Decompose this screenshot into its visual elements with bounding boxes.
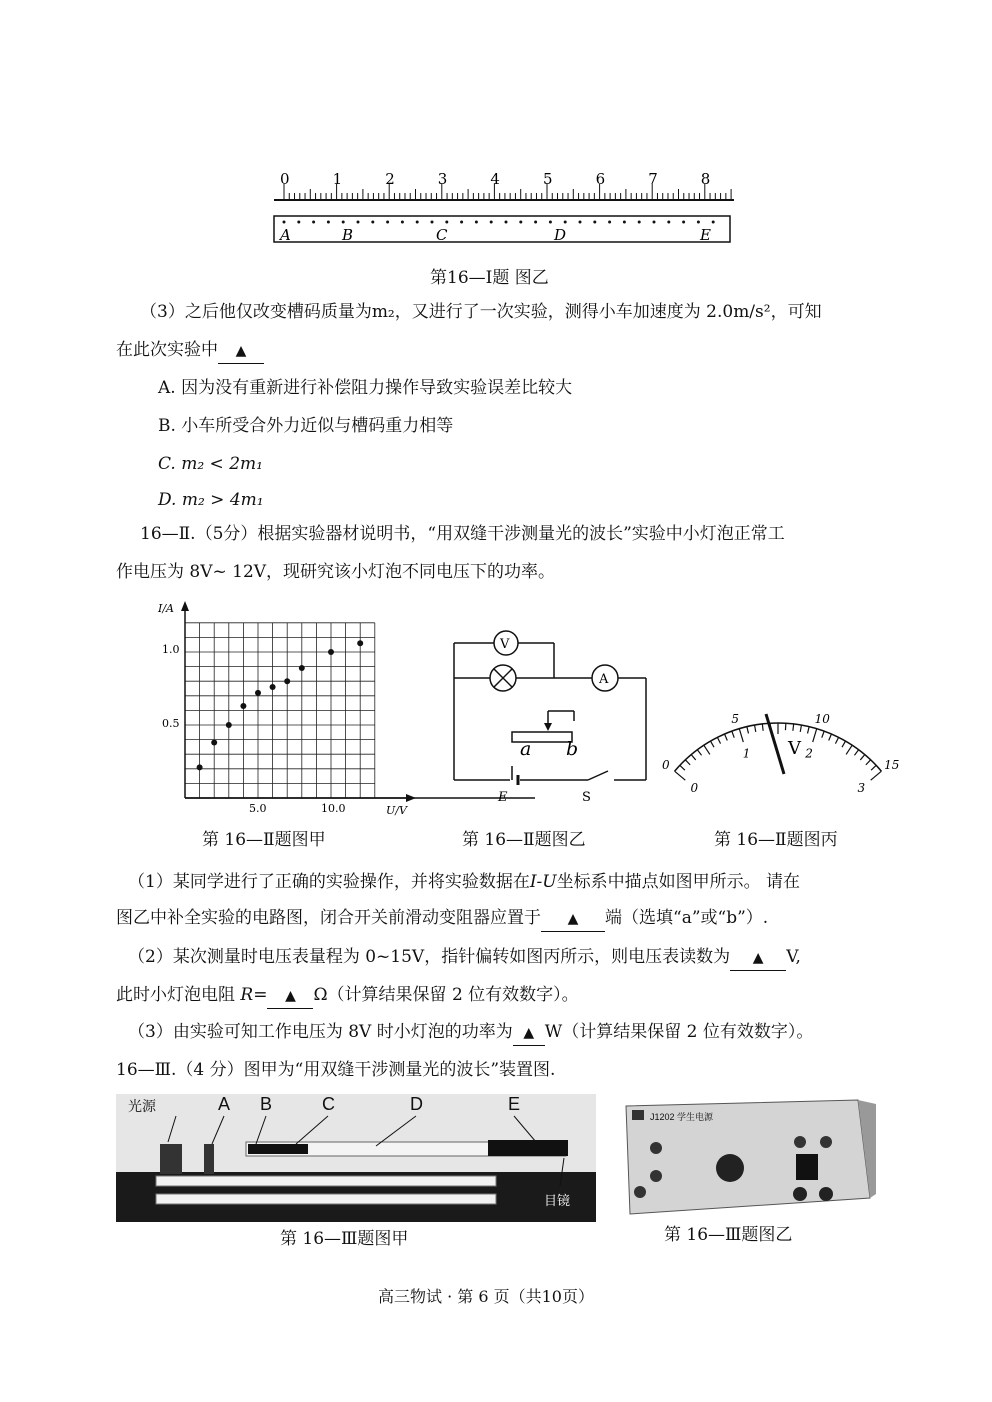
data-points bbox=[197, 640, 364, 770]
rheostat-end-b: b bbox=[566, 738, 579, 760]
q3-option-d: D. m₂ > 4m₁ bbox=[158, 490, 264, 510]
ruler-caption: 第16—Ⅰ题 图乙 bbox=[430, 268, 549, 288]
tape-dot bbox=[564, 221, 567, 224]
tape-dot bbox=[401, 221, 404, 224]
q2-3-line bbox=[128, 1020, 813, 1046]
tape-dot bbox=[342, 221, 345, 224]
switch-label: S bbox=[582, 790, 591, 805]
tape-dot bbox=[386, 221, 389, 224]
tape-dot bbox=[682, 221, 685, 224]
data-point bbox=[270, 684, 276, 690]
data-point bbox=[299, 665, 305, 671]
label-d: D bbox=[410, 1094, 423, 1114]
tape-dot bbox=[357, 221, 360, 224]
q2-2-voltage-blank[interactable]: ▲ bbox=[730, 946, 786, 971]
x-axis-arrow bbox=[406, 794, 416, 802]
data-point bbox=[255, 690, 261, 696]
tape-dot bbox=[638, 221, 641, 224]
q3-option-c: C. m₂ < 2m₁ bbox=[158, 454, 263, 474]
tape-dot bbox=[445, 221, 448, 224]
tape-dot bbox=[549, 221, 552, 224]
x-tick-5: 5.0 bbox=[249, 802, 267, 815]
tape-dot bbox=[297, 221, 300, 224]
voltmeter-symbol: V bbox=[500, 637, 510, 652]
tape-dot bbox=[697, 221, 700, 224]
q2-1-text-a: （1）某同学进行了正确的实验操作，并将实验数据在 bbox=[128, 872, 530, 892]
data-point bbox=[240, 703, 246, 709]
filter-holder bbox=[248, 1144, 308, 1154]
tape-point-C: C bbox=[436, 226, 448, 244]
tape-dot bbox=[283, 221, 286, 224]
vernier-ruler-figure bbox=[268, 172, 738, 252]
tape-point-A: A bbox=[280, 226, 291, 244]
tape-dot bbox=[371, 221, 374, 224]
tape-dot bbox=[519, 221, 522, 224]
q2-1-text-2b: 端（选填“a”或“b”）. bbox=[605, 908, 769, 928]
tape-dot bbox=[608, 221, 611, 224]
rheostat-end-a: a bbox=[520, 738, 532, 760]
q2-2-r-label: R= bbox=[240, 985, 268, 1005]
ruler-number: 3 bbox=[437, 170, 448, 188]
ruler-number: 6 bbox=[595, 170, 606, 188]
tape-dot bbox=[475, 221, 478, 224]
y-tick-1: 1.0 bbox=[162, 643, 180, 656]
label-eyepiece: 目镜 bbox=[544, 1194, 571, 1209]
tape-dot bbox=[653, 221, 656, 224]
q2-3-text-b: W（计算结果保留 2 位有效数字）。 bbox=[544, 1022, 814, 1042]
data-point bbox=[284, 678, 290, 684]
data-point bbox=[328, 649, 334, 655]
q16-2-line2: 作电压为 8V~ 12V，现研究该小灯泡不同电压下的功率。 bbox=[116, 562, 556, 582]
data-point bbox=[211, 740, 217, 746]
q2-2-line2 bbox=[116, 983, 579, 1009]
tape-dot bbox=[460, 221, 463, 224]
tape-dot bbox=[416, 221, 419, 224]
q2-1-answer-blank[interactable]: ▲ bbox=[541, 907, 605, 932]
dial-scale bbox=[662, 712, 899, 795]
tape-point-D: D bbox=[554, 226, 567, 244]
ruler-number: 8 bbox=[700, 170, 711, 188]
apparatus-photo bbox=[116, 1094, 596, 1222]
ruler-numbers bbox=[280, 170, 710, 188]
q16-2-line1: 16—Ⅱ.（5分）根据实验器材说明书，“用双缝干涉测量光的波长”实验中小灯泡正常工 bbox=[140, 524, 785, 544]
label-a: A bbox=[218, 1094, 231, 1114]
data-point bbox=[226, 722, 232, 728]
q2-1-iu: I-U bbox=[529, 872, 557, 892]
circuit-caption: 第 16—Ⅱ题图乙 bbox=[462, 830, 586, 850]
dial-top-label: 0 bbox=[661, 757, 670, 772]
dial-top-label: 5 bbox=[731, 712, 740, 727]
meter-caption: 第 16—Ⅱ题图丙 bbox=[714, 830, 838, 850]
tape-dot bbox=[623, 221, 626, 224]
power-supply-model: J1202 学生电源 bbox=[650, 1112, 714, 1122]
x-axis-label: U/V bbox=[386, 804, 407, 817]
y-axis-arrow bbox=[181, 601, 189, 611]
ruler-ticks bbox=[284, 184, 731, 200]
q2-2-resistance-blank[interactable]: ▲ bbox=[267, 984, 313, 1009]
dial-top-label: 15 bbox=[884, 757, 900, 772]
battery-label: E bbox=[498, 790, 508, 805]
tape-dot bbox=[593, 221, 596, 224]
rheostat-slider bbox=[544, 723, 552, 731]
q3-stem-line1: （3）之后他仅改变槽码质量为m₂，又进行了一次实验，测得小车加速度为 2.0m/s²，可知 bbox=[140, 302, 822, 322]
dial-bottom-label: 1 bbox=[742, 746, 751, 761]
power-supply-caption: 第 16—Ⅲ题图乙 bbox=[664, 1225, 793, 1245]
ruler-number: 0 bbox=[280, 170, 290, 188]
graph-caption: 第 16—Ⅱ题图甲 bbox=[202, 830, 326, 850]
tape-dot bbox=[712, 221, 715, 224]
dial-bottom-label: 2 bbox=[805, 746, 813, 761]
tape-dot bbox=[534, 221, 537, 224]
q3-option-a: A. 因为没有重新进行补偿阻力操作导致实验误差比较大 bbox=[158, 378, 573, 398]
q2-2-text-a: （2）某次测量时电压表量程为 0~15V，指针偏转如图丙所示，则电压表读数为 bbox=[128, 947, 731, 967]
q3-answer-blank[interactable]: ▲ bbox=[218, 339, 264, 364]
eyepiece-body bbox=[488, 1140, 568, 1156]
q2-2-text-2b: Ω（计算结果保留 2 位有效数字）。 bbox=[313, 985, 579, 1005]
light-source bbox=[160, 1144, 182, 1174]
dial-symbol: V bbox=[788, 738, 801, 759]
tape-dot bbox=[312, 221, 315, 224]
x-tick-10: 10.0 bbox=[321, 802, 346, 815]
iu-graph bbox=[150, 598, 420, 826]
tape-dot bbox=[505, 221, 508, 224]
tape-dots bbox=[283, 221, 715, 224]
dial-top-label: 10 bbox=[814, 712, 830, 727]
graph-grid bbox=[185, 623, 375, 798]
dial-bottom-label: 3 bbox=[857, 780, 866, 795]
q3-stem-text: 在此次实验中 bbox=[116, 340, 218, 360]
ruler-number: 1 bbox=[332, 170, 343, 188]
label-light-source: 光源 bbox=[128, 1099, 156, 1115]
q2-1-line2 bbox=[116, 906, 768, 932]
label-c: C bbox=[322, 1094, 335, 1114]
dial-bottom-label: 0 bbox=[690, 780, 699, 795]
voltmeter-dial bbox=[661, 668, 902, 795]
q2-2-text-b: V, bbox=[786, 947, 801, 967]
apparatus-caption: 第 16—Ⅲ题图甲 bbox=[280, 1229, 409, 1249]
label-b: B bbox=[260, 1094, 273, 1114]
q2-2-text-2a: 此时小灯泡电阻 bbox=[116, 985, 235, 1005]
q16-3-line: 16—Ⅲ.（4 分）图甲为“用双缝干涉测量光的波长”装置图. bbox=[116, 1060, 556, 1080]
data-point bbox=[197, 764, 203, 770]
ammeter-symbol: A bbox=[599, 672, 609, 687]
page-footer: 高三物试 · 第 6 页（共10页） bbox=[378, 1287, 594, 1306]
circuit-diagram bbox=[448, 625, 654, 810]
ruler-number: 5 bbox=[543, 170, 553, 188]
power-supply-photo bbox=[600, 1098, 878, 1218]
q2-1-text-2a: 图乙中补全实验的电路图，闭合开关前滑动变阻器应置于 bbox=[116, 908, 541, 928]
ruler-number: 4 bbox=[490, 170, 500, 188]
q2-1-line1 bbox=[128, 870, 800, 894]
y-tick-05: 0.5 bbox=[162, 717, 180, 730]
ruler-number: 7 bbox=[648, 170, 658, 188]
data-point bbox=[357, 640, 363, 646]
q2-3-power-blank[interactable]: ▲ bbox=[513, 1021, 545, 1046]
q2-3-text-a: （3）由实验可知工作电压为 8V 时小灯泡的功率为 bbox=[128, 1022, 513, 1042]
tape-point-B: B bbox=[342, 226, 354, 244]
tape-dot bbox=[490, 221, 493, 224]
tape-dot bbox=[579, 221, 582, 224]
q3-option-b: B. 小车所受合外力近似与槽码重力相等 bbox=[158, 416, 454, 436]
tape-point-E: E bbox=[700, 226, 711, 244]
q2-1-text-c: 坐标系中描点如图甲所示。 请在 bbox=[556, 872, 801, 892]
tape-dot bbox=[431, 221, 434, 224]
q2-2-line1 bbox=[128, 945, 801, 971]
q3-stem-line2 bbox=[116, 338, 264, 364]
tape-dot bbox=[667, 221, 670, 224]
tape-dot bbox=[327, 221, 330, 224]
y-axis-label: I/A bbox=[158, 602, 174, 615]
ruler-number: 2 bbox=[385, 170, 395, 188]
label-e: E bbox=[508, 1094, 521, 1114]
